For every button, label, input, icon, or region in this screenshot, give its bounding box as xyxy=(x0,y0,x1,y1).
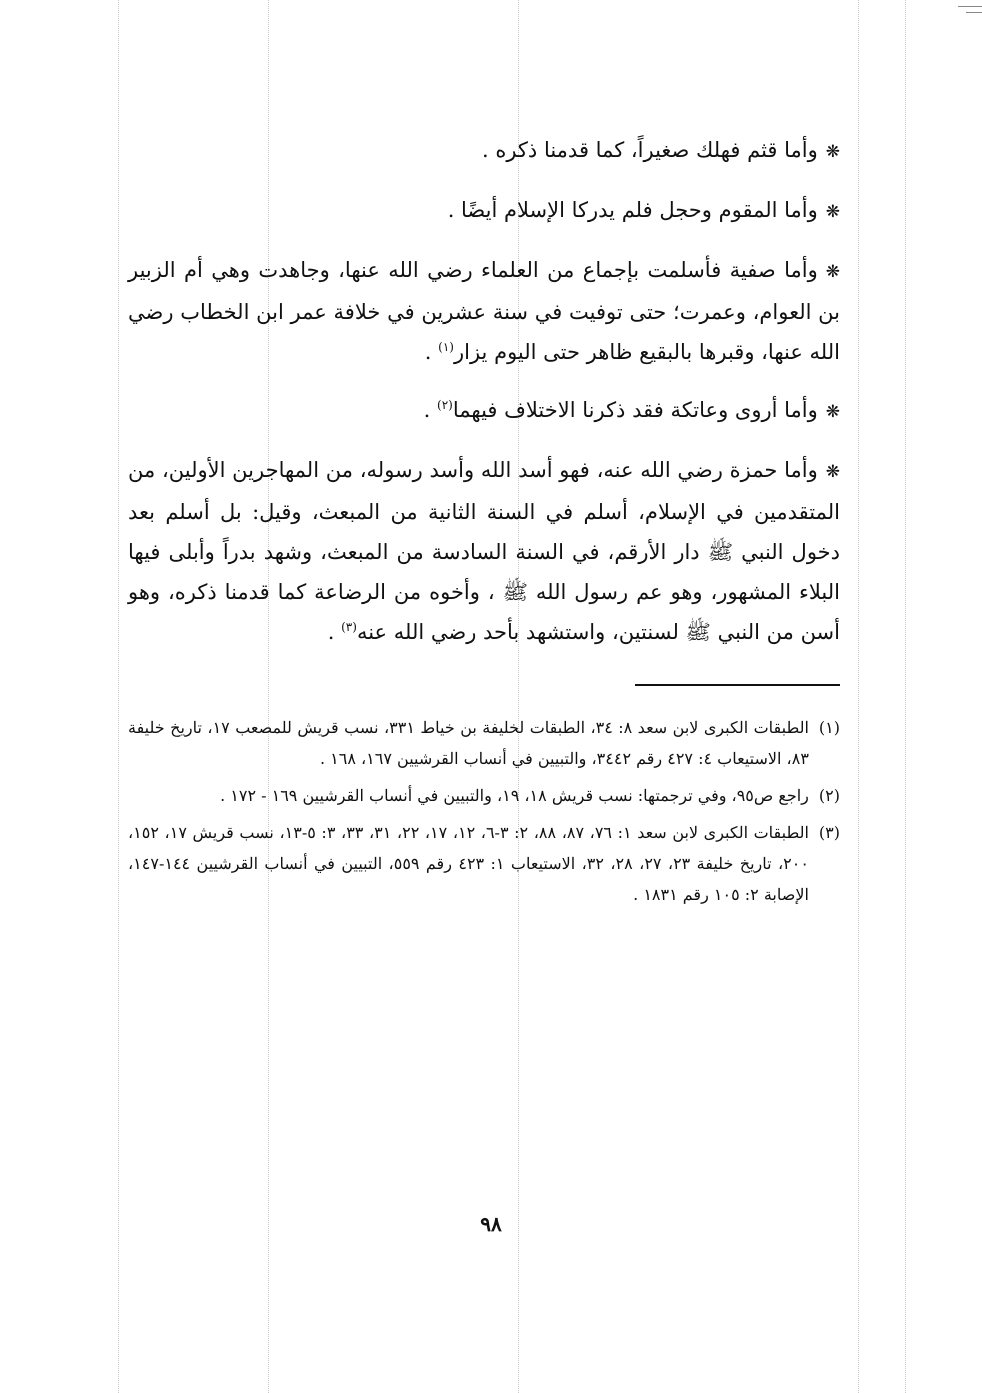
document-page xyxy=(128,130,840,916)
page-number: ٩٨ xyxy=(480,1212,502,1236)
asterisk-icon: ❋ xyxy=(825,402,840,422)
footnotes xyxy=(128,712,840,910)
scan-corner-mark xyxy=(958,6,982,7)
footnote-number: (٣) xyxy=(818,823,840,842)
asterisk-icon: ❋ xyxy=(825,262,840,282)
footnote-divider xyxy=(635,684,840,686)
asterisk-icon: ❋ xyxy=(825,202,840,222)
footnote xyxy=(128,780,840,811)
paragraph xyxy=(128,390,840,432)
paragraph xyxy=(128,250,840,372)
scan-corner-mark xyxy=(966,12,982,13)
footnote xyxy=(128,817,840,910)
footnote-reference[interactable]: (١) xyxy=(438,340,454,354)
footnote-reference[interactable]: (٢) xyxy=(437,398,453,412)
footnote xyxy=(128,712,840,774)
asterisk-icon: ❋ xyxy=(825,142,840,162)
paragraph-text: وأما أروى وعاتكة فقد ذكرنا الاختلاف فيهما xyxy=(452,398,818,422)
scan-artifact-line xyxy=(905,0,906,1393)
paragraph-text: وأما صفية فأسلمت بإجماع من العلماء رضي الله عنها، وجاهدت وهي أم الزبير بن العوام، وعمرت؛ حتى توفيت في سنة عشرين في خلافة عمر ابن الخطاب رضي الله عنها، وقبرها بالبقيع ظاهر حتى اليوم يزار xyxy=(128,258,840,364)
asterisk-icon: ❋ xyxy=(825,462,840,482)
footnote-reference[interactable]: (٣) xyxy=(341,620,357,634)
paragraph-end: . xyxy=(327,620,342,644)
scan-artifact-line xyxy=(118,0,119,1393)
main-text xyxy=(128,130,840,652)
paragraph-end: . xyxy=(424,340,439,364)
paragraph-end: . xyxy=(423,398,438,422)
paragraph-text: وأما قثم فهلك صغيراً، كما قدمنا ذكره . xyxy=(481,138,818,162)
scan-artifact-line xyxy=(858,0,859,1393)
footnote-text: الطبقات الكبرى لابن سعد ١: ٧٦، ٨٧، ٨٨، ٢: ٣-٦، ١٢، ١٧، ٢٢، ٣١، ٣٣، ٣: ٥-١٣، نسب قريش ١٧، ١٥٢، ٢٠٠، تاريخ خليفة ٢٣، ٢٧، ٢٨، ٣٢، الاستيعاب ١: ٤٢٣ رقم ٥٥٩، التبيين في أنساب القرشيين ١٤٤-١٤٧، الإصابة ٢: ١٠٥ رقم ١٨٣١ . xyxy=(128,823,809,904)
footnote-text: راجع ص٩٥، وفي ترجمتها: نسب قريش ١٨، ١٩، والتبيين في أنساب القرشيين ١٦٩ - ١٧٢ . xyxy=(220,786,809,805)
paragraph xyxy=(128,130,840,172)
paragraph xyxy=(128,450,840,652)
footnote-number: (٢) xyxy=(818,786,840,805)
footnote-text: الطبقات الكبرى لابن سعد ٨: ٣٤، الطبقات لخليفة بن خياط ٣٣١، نسب قريش للمصعب ١٧، تاريخ خليفة ٨٣، الاستيعاب ٤: ٤٢٧ رقم ٣٤٤٢، والتبيين في أنساب القرشيين ١٦٧، ١٦٨ . xyxy=(128,718,809,768)
paragraph-text: وأما حمزة رضي الله عنه، فهو أسد الله وأسد رسوله، من المهاجرين الأولين، من المتقدمين في الإسلام، أسلم في السنة الثانية من المبعث، وقيل: بل أسلم بعد دخول النبي ﷺ دار الأرقم، في السنة السادسة من المبعث، وشهد بدراً وأبلى فيها البلاء المشهور، وهو عم رسول الله ﷺ ، وأخوه من الرضاعة كما قدمنا ذكره، وهو أسن من النبي ﷺ لسنتين، واستشهد بأحد رضي الله عنه xyxy=(128,458,840,644)
footnote-number: (١) xyxy=(818,718,840,737)
paragraph xyxy=(128,190,840,232)
paragraph-text: وأما المقوم وحجل فلم يدركا الإسلام أيضًا . xyxy=(447,198,818,222)
